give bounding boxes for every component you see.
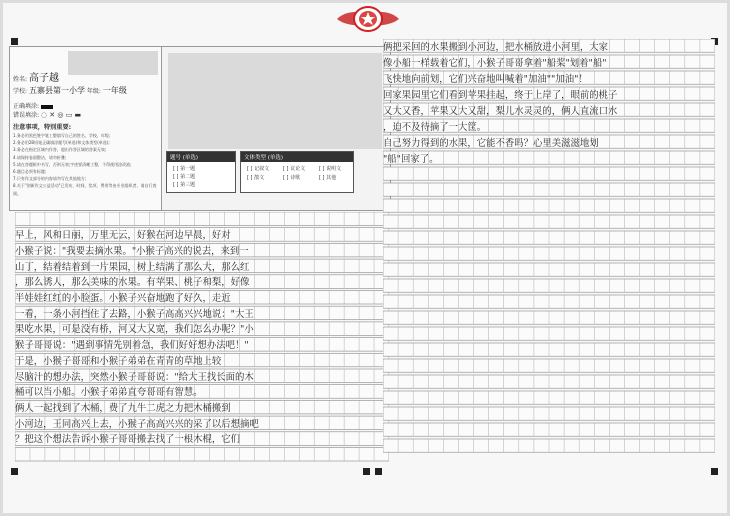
essay-line: 小河边，王同高兴上去，小猴子高高兴兴的采了以后想摘吧	[15, 418, 259, 430]
answer-sheet	[3, 3, 727, 513]
genre-option[interactable]: [ ] 诗歌	[283, 175, 301, 181]
essay-line: "船"回家了。	[383, 153, 439, 165]
genre-option[interactable]: [ ] 议论文	[283, 166, 306, 172]
selection-panel	[161, 46, 391, 211]
essay-line: 小猴子说："我要去摘水果。"小猴子高兴的说去，来到一	[15, 245, 249, 257]
notes-list	[13, 132, 159, 197]
note-item: 5.请在答题框中书写，否则无效;字迹要清晰工整，不得使用涂改液;	[13, 161, 132, 167]
essay-line: 俩把采回的水果搬到小河边，把水桶放进小河里，大家	[383, 41, 609, 53]
correct-fill-label: 正确填涂:	[13, 103, 40, 110]
alignment-mark	[11, 38, 18, 45]
essay-line: ，迫不及待摘了一大筐。	[383, 121, 487, 133]
grid-row	[15, 212, 389, 226]
essay-line: 尽脑汁的想办法，突然小猴子哥哥说："给大王找长面的木	[15, 371, 254, 383]
genre-select-title: 文体类型 (单选)	[241, 152, 353, 162]
note-item: 8.关于"创新作文公益活动"已发布、时间、奖项、费用等由专业组织者，请自行查阅。	[13, 183, 157, 196]
redacted-area	[168, 53, 382, 149]
essay-grid-left	[15, 212, 389, 465]
essay-line: 猴子哥哥说："遇到事情先别着急，我们好好想办法吧！"	[15, 340, 249, 352]
topic-option[interactable]: [ ] 第二题	[173, 174, 196, 180]
note-item: 6.题目必须有标题;	[13, 169, 47, 175]
school-emblem-logo	[335, 5, 401, 35]
note-item: 4.请保持卷面整洁，请勿折叠;	[13, 154, 67, 160]
grid-row	[15, 448, 389, 462]
topic-select-title: 题号 (单选)	[167, 152, 235, 162]
essay-line: ，那么诱人，那么美味的水果。有苹果、桃子和梨，好像	[15, 277, 250, 289]
genre-option[interactable]: [ ] 记叙文	[247, 166, 270, 172]
genre-option[interactable]: [ ] 说明文	[319, 166, 342, 172]
school-label: 学校:	[13, 88, 28, 95]
topic-select-box	[166, 151, 236, 193]
grade-label: 年级:	[86, 88, 101, 95]
essay-line: 于是，小猴子哥哥和小猴子弟弟在青青的草地上较	[15, 355, 222, 367]
topic-option[interactable]: [ ] 第三题	[173, 182, 196, 188]
essay-grid-right	[383, 39, 715, 465]
essay-line: 果吃水果，可是没有桥，河又大又宽，我们怎么办呢？"小	[15, 324, 254, 336]
note-item: 2.务必用2B铅笔正确填涂题号(单选)和文体类型(单选);	[13, 140, 110, 146]
alignment-mark	[711, 468, 718, 475]
name-label: 姓名:	[13, 76, 28, 83]
topic-option[interactable]: [ ] 第一题	[173, 166, 196, 172]
genre-option[interactable]: [ ] 其他	[319, 175, 337, 181]
essay-line: 早上，风和日丽，万里无云，好猴在河边早晨，好对	[15, 230, 231, 242]
genre-select-box	[240, 151, 354, 193]
note-item: 3.务必在指定区域内作答，超出作答区域的答案无效;	[13, 147, 107, 153]
essay-line: 山丁，结着结着到一片果园，树上结满了那么大，那么红	[15, 261, 250, 273]
essay-line: 又大又香，苹果又大又甜，梨儿水灵灵的，俩人直流口水	[383, 105, 618, 117]
name-value: 高子越	[28, 73, 59, 84]
essay-line: ？把这个想法告诉小猴子哥哥搬去找了一根木棍，它们	[15, 434, 241, 446]
alignment-mark	[363, 468, 370, 475]
essay-line: 桶可以当小船。小猴子弟弟直夸哥哥有智慧。	[15, 387, 203, 399]
alignment-mark	[11, 468, 18, 475]
genre-option[interactable]: [ ] 散文	[247, 175, 265, 181]
essay-line: 飞快地向前划，它们兴奋地叫喊着"加油""加油"！	[383, 73, 588, 85]
redacted-area	[68, 51, 158, 75]
essay-line: 半娃娃红红的小脸蛋。小猴子兴奋地跑了好久，走近	[15, 293, 231, 304]
essay-line: 回家果园里它们看到苹果挂起，终于上岸了，眼前的桃子	[383, 89, 618, 101]
student-info-panel	[9, 46, 163, 211]
essay-line: 俩人一起找到了木桶，费了九牛二虎之力把木桶搬到	[15, 402, 231, 414]
notes-title: 注意事项，特别重要:	[13, 124, 72, 131]
alignment-mark	[375, 468, 382, 475]
wrong-fill-label: 错误填涂:	[13, 112, 40, 119]
note-item: 7.只有作文部分的内容请勿写在其他地方;	[13, 176, 87, 182]
wrong-fill-examples-icon: ◌ ✕ ◎ ▭ ▬	[40, 111, 82, 119]
school-value: 五寨县第一小学	[28, 86, 85, 95]
note-item: 1.务必用黑色签字笔工整填写自己的姓名、学校、年级;	[13, 133, 111, 138]
essay-line: 自己努力得到的水果，它能不香吗？心里美滋滋地划	[383, 137, 599, 149]
essay-line: 像小船一样载着它们，小猴子哥哥拿着"船桨"划着"船"	[383, 57, 607, 69]
essay-line: 一看，一条小河挡住了去路，小猴子高高兴兴地说："大王	[15, 308, 254, 320]
grade-value: 一年级	[102, 86, 127, 95]
filled-bubble-icon	[41, 105, 53, 109]
